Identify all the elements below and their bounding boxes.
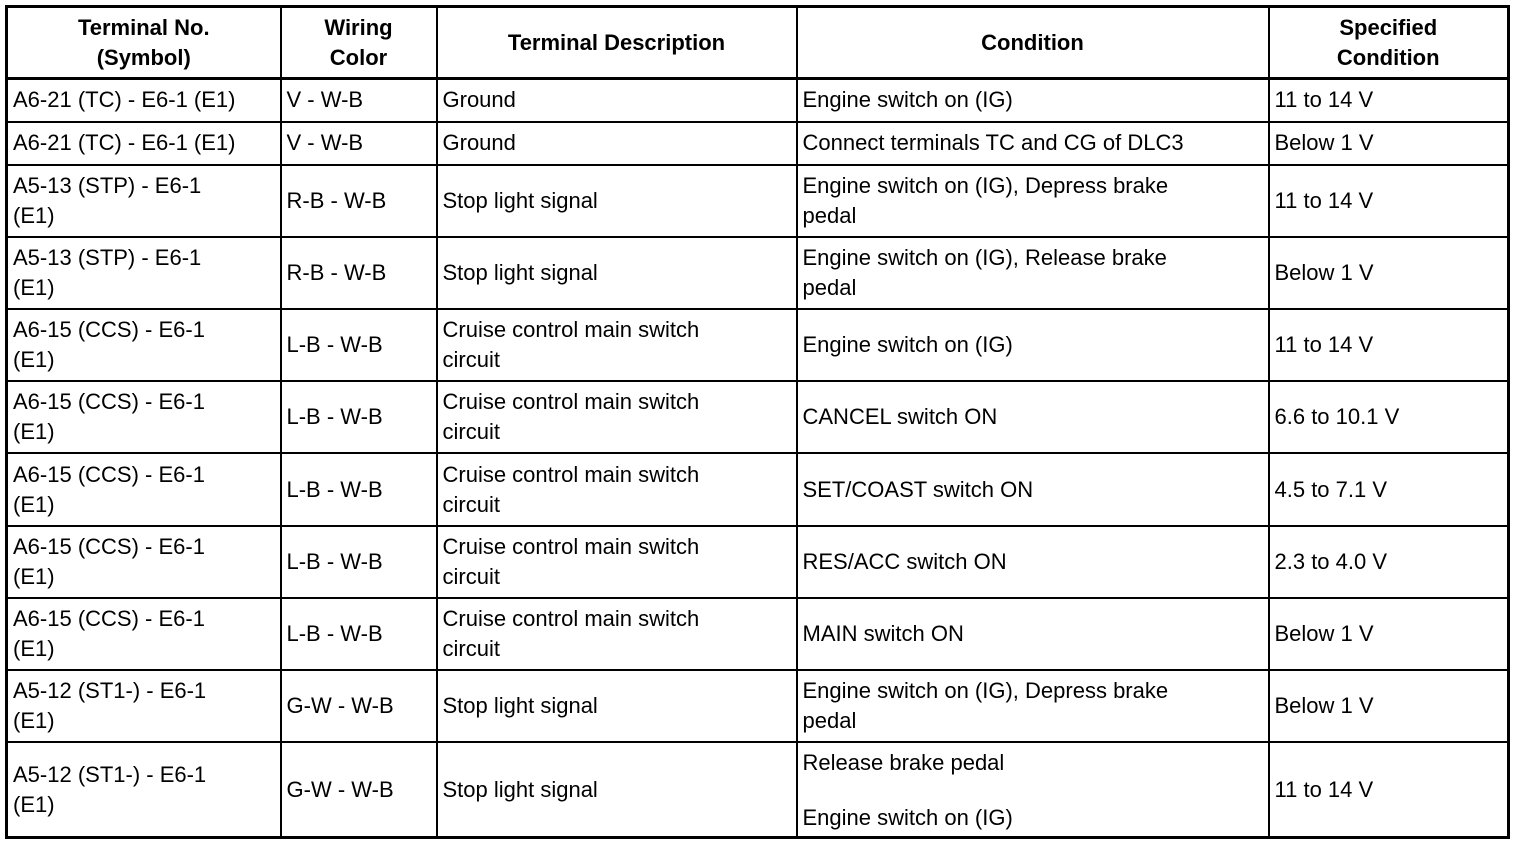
specified-condition-cell: 4.5 to 7.1 V — [1269, 453, 1509, 525]
terminal-line: A6-15 (CCS) - E6-1 — [13, 461, 205, 487]
table-row — [7, 453, 1509, 525]
terminal-line: A6-15 (CCS) - E6-1 — [13, 605, 205, 631]
description-line: Cruise control main switch — [442, 461, 700, 487]
terminal-cell — [7, 79, 281, 122]
description-line: circuit — [442, 491, 500, 517]
wiring-color-cell: G-W - W-B — [281, 670, 437, 742]
condition-cell — [797, 453, 1269, 525]
table-row — [7, 237, 1509, 309]
terminal-cell — [7, 122, 281, 165]
description-line: Stop light signal — [442, 693, 598, 719]
header-row — [7, 7, 1509, 79]
wiring-color-cell: V - W-B — [281, 122, 437, 165]
condition-line: Engine switch on (IG), Depress brake — [802, 678, 1169, 704]
condition-line: Engine switch on (IG) — [802, 332, 1013, 358]
wiring-color-cell: R-B - W-B — [281, 237, 437, 309]
description-line: Cruise control main switch — [442, 389, 700, 415]
terminal-cell — [7, 670, 281, 742]
terminal-line: (E1) — [13, 275, 55, 300]
description-cell — [437, 598, 797, 670]
description-line: circuit — [442, 635, 500, 661]
description-cell — [437, 79, 797, 122]
terminal-line: (E1) — [13, 563, 55, 589]
table-row — [7, 309, 1509, 381]
wiring-color-cell: L-B - W-B — [281, 309, 437, 381]
description-line: Cruise control main switch — [442, 317, 700, 343]
condition-cell — [797, 165, 1269, 237]
wiring-color-cell: R-B - W-B — [281, 165, 437, 237]
wiring-color-cell: L-B - W-B — [281, 453, 437, 525]
specified-condition-cell: Below 1 V — [1269, 670, 1509, 742]
condition-cell — [797, 309, 1269, 381]
description-cell — [437, 670, 797, 742]
terminal-line: A6-15 (CCS) - E6-1 — [13, 533, 205, 559]
description-line: Ground — [442, 87, 516, 113]
condition-cell — [797, 742, 1269, 837]
terminal-line: A5-13 (STP) - E6-1 — [13, 172, 202, 198]
condition-cell — [797, 122, 1269, 165]
header-terminal-description: Terminal Description — [437, 7, 797, 79]
description-cell — [437, 309, 797, 381]
description-cell — [437, 122, 797, 165]
condition-cell — [797, 598, 1269, 670]
specified-condition-cell: 11 to 14 V — [1269, 79, 1509, 122]
specified-condition-cell: Below 1 V — [1269, 122, 1509, 165]
condition-line: Engine switch on (IG) — [802, 805, 1013, 831]
terminal-cell — [7, 381, 281, 453]
condition-line: pedal — [802, 275, 857, 300]
terminal-line: A6-15 (CCS) - E6-1 — [13, 389, 205, 415]
description-line: circuit — [442, 419, 500, 445]
table-row — [7, 742, 1509, 837]
specified-condition-cell: 11 to 14 V — [1269, 309, 1509, 381]
condition-cell — [797, 79, 1269, 122]
condition-cell — [797, 381, 1269, 453]
description-cell — [437, 165, 797, 237]
description-cell — [437, 453, 797, 525]
description-cell — [437, 526, 797, 598]
condition-line: Engine switch on (IG), Depress brake — [802, 172, 1169, 198]
description-line: circuit — [442, 347, 500, 373]
terminal-line: A6-21 (TC) - E6-1 (E1) — [13, 87, 236, 113]
terminal-cell — [7, 742, 281, 837]
table-row — [7, 381, 1509, 453]
wiring-color-cell: L-B - W-B — [281, 526, 437, 598]
description-cell — [437, 742, 797, 837]
condition-line: Release brake pedal — [802, 750, 1005, 776]
table-row — [7, 598, 1509, 670]
terminal-cell — [7, 237, 281, 309]
condition-line: pedal — [802, 708, 857, 734]
specified-condition-cell: 6.6 to 10.1 V — [1269, 381, 1509, 453]
specified-condition-cell: 11 to 14 V — [1269, 742, 1509, 837]
condition-line: SET/COAST switch ON — [802, 476, 1034, 502]
table-row — [7, 526, 1509, 598]
condition-line: RES/ACC switch ON — [802, 548, 1007, 574]
terminal-line: (E1) — [13, 347, 55, 373]
terminal-spec-table — [5, 5, 1510, 839]
condition-line: Engine switch on (IG), Release brake — [802, 245, 1167, 270]
wiring-color-cell: G-W - W-B — [281, 742, 437, 837]
table-row — [7, 670, 1509, 742]
description-cell — [437, 381, 797, 453]
wiring-color-cell: V - W-B — [281, 79, 437, 122]
table-row — [7, 79, 1509, 122]
description-line: circuit — [442, 563, 500, 589]
description-line: Stop light signal — [442, 776, 598, 802]
description-line: Cruise control main switch — [442, 533, 700, 559]
specified-condition-cell: 11 to 14 V — [1269, 165, 1509, 237]
header-terminal: Terminal No. (Symbol) — [7, 7, 281, 79]
terminal-line: (E1) — [13, 419, 55, 445]
condition-line: Connect terminals TC and CG of DLC3 — [802, 130, 1184, 156]
condition-line: CANCEL switch ON — [802, 404, 998, 430]
condition-line: MAIN switch ON — [802, 620, 964, 646]
terminal-cell — [7, 453, 281, 525]
condition-line — [803, 778, 1263, 803]
table-row — [7, 165, 1509, 237]
terminal-line: (E1) — [13, 708, 55, 734]
wiring-color-cell: L-B - W-B — [281, 381, 437, 453]
terminal-cell — [7, 309, 281, 381]
header-wiring-color: Wiring Color — [281, 7, 437, 79]
terminal-line: (E1) — [13, 202, 55, 228]
description-line: Ground — [442, 130, 516, 156]
terminal-cell — [7, 598, 281, 670]
specified-condition-cell: Below 1 V — [1269, 598, 1509, 670]
wiring-color-cell: L-B - W-B — [281, 598, 437, 670]
terminal-line: A5-13 (STP) - E6-1 — [13, 245, 202, 270]
terminal-line: (E1) — [13, 635, 55, 661]
table-row — [7, 122, 1509, 165]
terminal-cell — [7, 165, 281, 237]
terminal-line: A5-12 (ST1-) - E6-1 — [13, 678, 207, 704]
terminal-line: A6-15 (CCS) - E6-1 — [13, 317, 205, 343]
header-specified-condition: Specified Condition — [1269, 7, 1509, 79]
description-cell — [437, 237, 797, 309]
terminal-line: A5-12 (ST1-) - E6-1 — [13, 761, 207, 787]
condition-cell — [797, 237, 1269, 309]
condition-line: Engine switch on (IG) — [802, 87, 1013, 113]
header-condition: Condition — [797, 7, 1269, 79]
specified-condition-cell: 2.3 to 4.0 V — [1269, 526, 1509, 598]
terminal-line: (E1) — [13, 791, 55, 817]
description-line: Cruise control main switch — [442, 605, 700, 631]
terminal-line: A6-21 (TC) - E6-1 (E1) — [13, 130, 236, 156]
condition-cell — [797, 670, 1269, 742]
condition-line: pedal — [802, 202, 857, 228]
terminal-cell — [7, 526, 281, 598]
specified-condition-cell: Below 1 V — [1269, 237, 1509, 309]
condition-cell — [797, 526, 1269, 598]
description-line: Stop light signal — [442, 187, 598, 213]
terminal-line: (E1) — [13, 491, 55, 517]
description-line: Stop light signal — [442, 260, 598, 285]
